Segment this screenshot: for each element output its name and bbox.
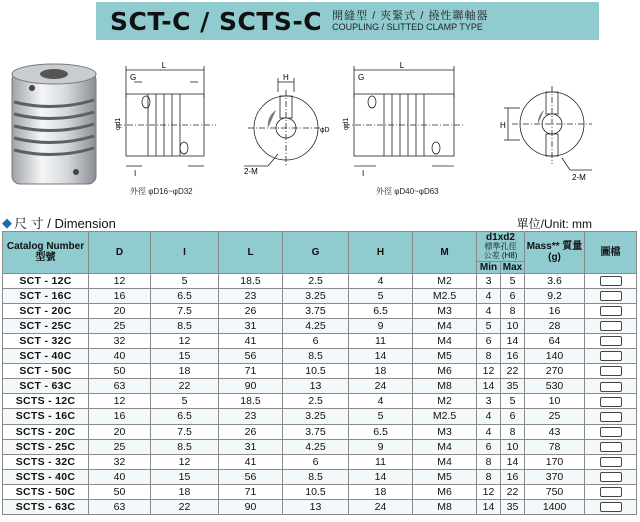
cell-mass: 750 [525,484,585,499]
section-heading [2,213,116,232]
table-row [3,364,637,379]
header-min: Min [477,261,501,273]
cell-max: 16 [501,349,525,364]
cad-file-icon[interactable] [600,351,622,361]
cell-M: M4 [413,318,477,333]
cell-model: SCT - 16C [3,288,89,303]
cell-H: 4 [349,273,413,288]
dim-L-label: L [161,61,167,70]
cell-D: 63 [89,500,151,515]
header-d1d2-sub2: 公差 (H8) [483,250,518,260]
cell-H: 24 [349,379,413,394]
section-title: 尺 寸 / Dimension [14,216,116,231]
scts-dim-H-label: H [500,121,506,130]
header-D: D [89,232,151,274]
header-d1d2-sub1: 標準孔徑 [484,242,517,251]
caption-small-range: 外徑 φD16~φD32 [130,187,193,196]
dim-M-label: 2-M [244,167,258,176]
scts-side-view-drawing [340,58,470,183]
cell-M: M4 [413,333,477,348]
cell-H: 4 [349,394,413,409]
table-row [3,303,637,318]
cell-G: 8.5 [283,469,349,484]
cell-D: 32 [89,333,151,348]
cell-mass: 1400 [525,500,585,515]
cell-M: M4 [413,439,477,454]
title-chinese: 開縫型 / 夾緊式 / 撓性聯軸器 [332,9,489,22]
cell-H: 11 [349,454,413,469]
cell-I: 12 [151,454,219,469]
dim-D-label: φD [320,127,330,134]
cell-min: 8 [477,349,501,364]
cell-D: 40 [89,349,151,364]
sct-end-view-drawing [238,74,334,182]
cell-cad[interactable] [585,303,637,318]
cell-max: 10 [501,439,525,454]
cell-max: 8 [501,303,525,318]
cell-model: SCT - 20C [3,303,89,318]
title-english: COUPLING / SLITTED CLAMP TYPE [332,22,483,33]
cell-mass: 270 [525,364,585,379]
cell-H: 5 [349,409,413,424]
cell-H: 24 [349,500,413,515]
header-H: H [349,232,413,274]
cell-L: 23 [219,288,283,303]
cell-G: 3.75 [283,303,349,318]
cell-H: 18 [349,364,413,379]
cell-H: 18 [349,484,413,499]
cell-D: 50 [89,484,151,499]
cell-I: 18 [151,484,219,499]
cell-M: M8 [413,500,477,515]
cell-L: 26 [219,424,283,439]
cell-model: SCTS - 50C [3,484,89,499]
cad-file-icon[interactable] [600,502,622,512]
cell-cad[interactable] [585,364,637,379]
cell-I: 18 [151,364,219,379]
cell-D: 12 [89,273,151,288]
cell-min: 14 [477,500,501,515]
table-row [3,379,637,394]
dim-I-label: I [134,169,137,178]
cell-G: 13 [283,500,349,515]
cell-mass: 530 [525,379,585,394]
cell-I: 8.5 [151,439,219,454]
cell-M: M8 [413,379,477,394]
cell-L: 26 [219,303,283,318]
dim-G-label: G [130,73,137,82]
cell-mass: 10 [525,394,585,409]
cell-I: 5 [151,273,219,288]
cell-min: 8 [477,454,501,469]
table-row [3,500,637,515]
cell-model: SCTS - 16C [3,409,89,424]
cell-I: 22 [151,500,219,515]
cell-max: 8 [501,424,525,439]
table-row [3,439,637,454]
cell-D: 32 [89,454,151,469]
cell-min: 12 [477,484,501,499]
cell-G: 2.5 [283,394,349,409]
scts-dim-d1-label: φd1 [343,117,350,130]
cell-M: M5 [413,469,477,484]
table-row [3,424,637,439]
table-row [3,454,637,469]
dim-H-label: H [283,74,289,82]
cell-min: 4 [477,409,501,424]
cell-cad[interactable] [585,333,637,348]
cell-M: M2 [413,394,477,409]
cell-cad[interactable] [585,484,637,499]
cad-file-icon[interactable] [600,321,622,331]
unit-label: 單位/Unit: mm [516,217,592,231]
cell-cad[interactable] [585,424,637,439]
cell-mass: 170 [525,454,585,469]
cad-file-icon[interactable] [600,457,622,467]
cell-D: 12 [89,394,151,409]
cell-M: M2.5 [413,409,477,424]
cell-mass: 28 [525,318,585,333]
cell-I: 8.5 [151,318,219,333]
table-row [3,469,637,484]
cell-cad[interactable] [585,273,637,288]
sct-side-view-drawing [112,58,222,183]
cad-file-icon[interactable] [600,366,622,376]
dim-d1-label: φd1 [115,117,122,130]
cell-D: 16 [89,288,151,303]
cell-I: 15 [151,469,219,484]
cell-D: 63 [89,379,151,394]
cell-min: 14 [477,379,501,394]
title-banner [96,2,599,40]
cell-model: SCT - 25C [3,318,89,333]
cell-mass: 25 [525,409,585,424]
cell-model: SCT - 40C [3,349,89,364]
coupling-photo [4,60,104,192]
cell-L: 90 [219,500,283,515]
cad-file-icon[interactable] [600,336,622,346]
scts-dim-G-label: G [358,73,365,82]
cell-G: 6 [283,333,349,348]
cell-max: 22 [501,364,525,379]
cell-M: M5 [413,349,477,364]
cad-file-icon[interactable] [600,412,622,422]
cell-G: 2.5 [283,273,349,288]
cell-M: M3 [413,303,477,318]
header-catalog: Catalog Number 型號 [3,232,89,274]
cell-H: 14 [349,469,413,484]
cad-file-icon[interactable] [600,291,622,301]
cell-I: 15 [151,349,219,364]
cell-I: 7.5 [151,303,219,318]
cell-model: SCTS - 40C [3,469,89,484]
header-L: L [219,232,283,274]
cell-H: 6.5 [349,303,413,318]
cell-H: 11 [349,333,413,348]
cell-I: 5 [151,394,219,409]
cell-max: 35 [501,500,525,515]
cell-model: SCT - 50C [3,364,89,379]
cell-cad[interactable] [585,439,637,454]
cell-cad[interactable] [585,288,637,303]
scts-end-view-drawing [500,74,600,182]
product-title: SCT-C / SCTS-C [110,6,323,36]
cell-I: 7.5 [151,424,219,439]
cad-file-icon[interactable] [600,472,622,482]
cell-D: 25 [89,318,151,333]
dimension-table [2,231,637,515]
cell-M: M6 [413,364,477,379]
cell-model: SCTS - 63C [3,500,89,515]
cell-max: 16 [501,469,525,484]
header-d1d2 [477,232,525,262]
cell-mass: 370 [525,469,585,484]
cell-H: 5 [349,288,413,303]
cell-min: 4 [477,424,501,439]
cell-L: 23 [219,409,283,424]
header-mass: Mass** 質量 (g) [525,232,585,274]
cell-I: 22 [151,379,219,394]
scts-dim-L-label: L [399,61,405,70]
cell-mass: 64 [525,333,585,348]
cell-L: 71 [219,484,283,499]
table-row [3,409,637,424]
cad-file-icon[interactable] [600,487,622,497]
cell-max: 22 [501,484,525,499]
cell-G: 13 [283,379,349,394]
cell-max: 35 [501,379,525,394]
cell-mass: 140 [525,349,585,364]
header-M: M [413,232,477,274]
cell-D: 20 [89,424,151,439]
cad-file-icon[interactable] [600,306,622,316]
cell-L: 41 [219,454,283,469]
table-row [3,333,637,348]
header-cad: 圖檔 [585,232,637,274]
cell-min: 8 [477,469,501,484]
cell-I: 6.5 [151,288,219,303]
caption-large-range: 外徑 φD40~φD63 [376,187,439,196]
cell-max: 14 [501,454,525,469]
cell-L: 41 [219,333,283,348]
cad-file-icon[interactable] [600,427,622,437]
cell-mass: 3.6 [525,273,585,288]
cell-H: 9 [349,318,413,333]
cell-cad[interactable] [585,394,637,409]
cell-min: 6 [477,439,501,454]
cell-min: 5 [477,318,501,333]
cell-mass: 9.2 [525,288,585,303]
cell-cad[interactable] [585,318,637,333]
cell-min: 12 [477,364,501,379]
cell-I: 12 [151,333,219,348]
cell-max: 6 [501,409,525,424]
cell-min: 4 [477,288,501,303]
cell-D: 25 [89,439,151,454]
cad-file-icon[interactable] [600,397,622,407]
cell-G: 10.5 [283,484,349,499]
cell-L: 56 [219,349,283,364]
cell-M: M3 [413,424,477,439]
cell-max: 5 [501,273,525,288]
cell-mass: 16 [525,303,585,318]
cell-D: 50 [89,364,151,379]
cell-G: 6 [283,454,349,469]
cell-G: 3.25 [283,409,349,424]
table-row [3,273,637,288]
cell-H: 14 [349,349,413,364]
cell-cad[interactable] [585,454,637,469]
cell-G: 4.25 [283,439,349,454]
cell-M: M2 [413,273,477,288]
scts-dim-M-label: 2-M [572,173,586,182]
cell-model: SCT - 32C [3,333,89,348]
header-G: G [283,232,349,274]
cell-L: 56 [219,469,283,484]
table-row [3,394,637,409]
cell-cad[interactable] [585,379,637,394]
cell-cad[interactable] [585,409,637,424]
cell-L: 31 [219,318,283,333]
cell-M: M4 [413,454,477,469]
cell-D: 16 [89,409,151,424]
cell-M: M2.5 [413,288,477,303]
cad-file-icon[interactable] [600,382,622,392]
cell-mass: 43 [525,424,585,439]
table-row [3,288,637,303]
cell-max: 10 [501,318,525,333]
cell-L: 18.5 [219,273,283,288]
diamond-bullet-icon: ◆ [2,214,12,230]
cell-D: 20 [89,303,151,318]
cell-D: 40 [89,469,151,484]
header-I: I [151,232,219,274]
cell-cad[interactable] [585,349,637,364]
cell-max: 14 [501,333,525,348]
cell-model: SCTS - 12C [3,394,89,409]
table-row [3,318,637,333]
table-row [3,349,637,364]
cell-L: 18.5 [219,394,283,409]
cell-G: 4.25 [283,318,349,333]
cell-G: 8.5 [283,349,349,364]
cell-G: 3.75 [283,424,349,439]
cell-model: SCTS - 20C [3,424,89,439]
cell-H: 9 [349,439,413,454]
cell-cad[interactable] [585,500,637,515]
cell-min: 6 [477,333,501,348]
cell-min: 3 [477,394,501,409]
cell-L: 31 [219,439,283,454]
cell-model: SCT - 63C [3,379,89,394]
cell-G: 10.5 [283,364,349,379]
cell-model: SCTS - 25C [3,439,89,454]
title-subtitles [332,10,488,33]
header-d1d2-label: d1xd2 [486,232,515,243]
cell-L: 90 [219,379,283,394]
cell-model: SCT - 12C [3,273,89,288]
cell-min: 4 [477,303,501,318]
dimension-table-body [3,273,637,515]
scts-dim-I-label: I [362,169,365,178]
cell-model: SCTS - 32C [3,454,89,469]
cell-L: 71 [219,364,283,379]
cad-file-icon[interactable] [600,276,622,286]
cell-G: 3.25 [283,288,349,303]
cell-M: M6 [413,484,477,499]
cell-I: 6.5 [151,409,219,424]
cell-cad[interactable] [585,469,637,484]
cell-max: 6 [501,288,525,303]
header-max: Max [501,261,525,273]
table-row [3,484,637,499]
cad-file-icon[interactable] [600,442,622,452]
cell-H: 6.5 [349,424,413,439]
cell-mass: 78 [525,439,585,454]
cell-max: 5 [501,394,525,409]
cell-min: 3 [477,273,501,288]
